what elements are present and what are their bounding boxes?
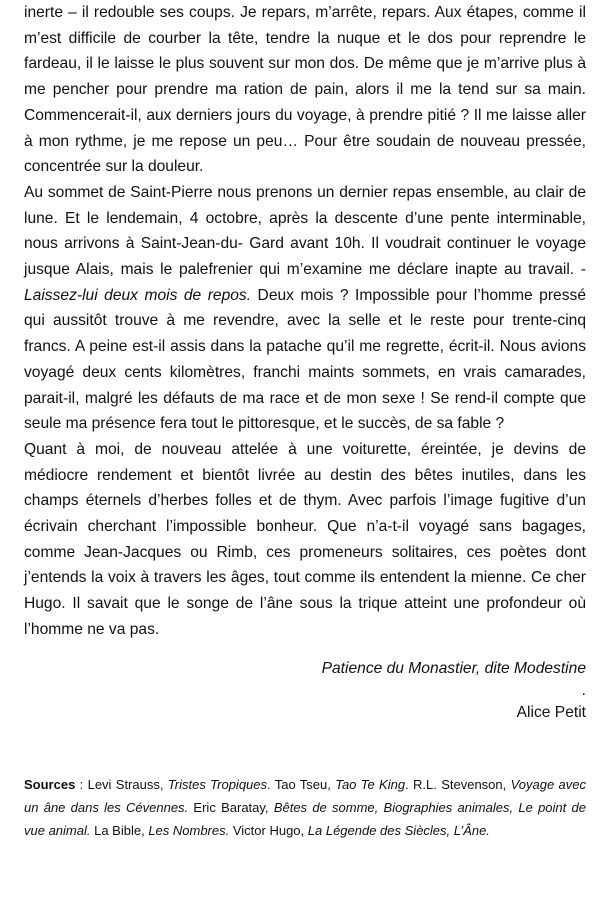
text-run: Laissez-lui deux mois de repos. xyxy=(24,286,252,304)
text-run: inerte – il redouble ses coups. Je repars, m’arrête, repars. Aux étapes, comme il m’est difficile de courber la tête, tendre la nuque et le dos pour reprendre le fardeau, il le laisse le plus souvent sur mon dos. De même que je m’arrive plus à me pencher pour prendre ma ration de pain, alors il me la tend sur sa main. Commencerait-il, aux derniers jours du voyage, à prendre pitié ? Il me laisse aller à mon rythme, je me repose un peu… Pour être soudain de nouveau pressée, concentrée sur la douleur. xyxy=(24,4,586,176)
text-run: . R.L. Stevenson, xyxy=(405,776,511,792)
text-run: Tristes Tropiques xyxy=(167,776,268,792)
text-run: Voyage avec un âne dans les Cévennes. xyxy=(24,776,586,815)
text-run: Deux mois ? Impossible pour l’homme pressé qui aussitôt trouve à me revendre, avec la selle et le reste pour trente-cinq francs. A peine est-il assis dans la patache qu’il me regrette, écrit-il. Nous avions voyagé deux cents kilomètres, franchi maints sommets, en vrais camarades, parait-il, malgré les défauts de ma race et de mon sexe ! Se rend-il compte que seule ma présence fera tout le pittoresque, et le succès, de sa fable ? xyxy=(24,286,586,433)
text-run: Les Nombres. xyxy=(148,822,230,838)
text-run: : Levi Strauss, xyxy=(75,776,168,792)
signature-block xyxy=(24,657,586,725)
text-run: Quant à moi, de nouveau attelée à une voiturette, éreintée, je devins de médiocre rendement et bientôt livrée au destin des bêtes inutiles, dans les champs éternels d’herbes folles et de thym. Avec parfois l’image fugitive d’un écrivain cherchant l’impossible bonheur. Que n’a-t-il voyagé sans bagages, comme Jean-Jacques ou Rimb, ces promeneurs solitaires, ces poètes dont j’entends la voix à travers les âges, tout comme ils entendent la mienne. Ce cher Hugo. Il savait que le songe de l’âne sous la trique atteint une profondeur où l’homme ne va pas. xyxy=(24,440,586,638)
text-run: Sources xyxy=(24,776,76,792)
text-run: La Bible, xyxy=(90,822,149,838)
paragraph-2 xyxy=(24,180,586,437)
sources-text xyxy=(24,773,586,842)
signature-pseudonym: Patience du Monastier, dite Modestine xyxy=(321,659,586,677)
text-run: Au sommet de Saint-Pierre nous prenons un dernier repas ensemble, au clair de lune. Et le lendemain, 4 octobre, après la descente d’une pente interminable, nous arrivons à Saint-Jean-du- Gard avant 10h. Il voudrait continuer le voyage jusque Alais, mais le palefrenier qui m’examine me déclare inapte au travail. - xyxy=(24,183,586,279)
paragraph-3 xyxy=(24,437,586,643)
letter-body xyxy=(24,0,586,643)
text-run: Bêtes de somme, Biographies animales, Le point de vue animal. xyxy=(24,799,586,838)
paragraph-1 xyxy=(24,0,586,180)
text-run: La Légende des Siècles, L’Âne. xyxy=(307,822,490,838)
text-run: Eric Baratay, xyxy=(188,799,274,815)
signature-dot: . xyxy=(581,681,586,699)
text-run: Victor Hugo, xyxy=(229,822,308,838)
text-run: . Tao Tseu, xyxy=(267,776,336,792)
text-run: Tao Te King xyxy=(335,776,406,792)
document-page xyxy=(24,0,586,842)
signature-author: Alice Petit xyxy=(516,703,586,721)
sources-section xyxy=(24,773,586,842)
